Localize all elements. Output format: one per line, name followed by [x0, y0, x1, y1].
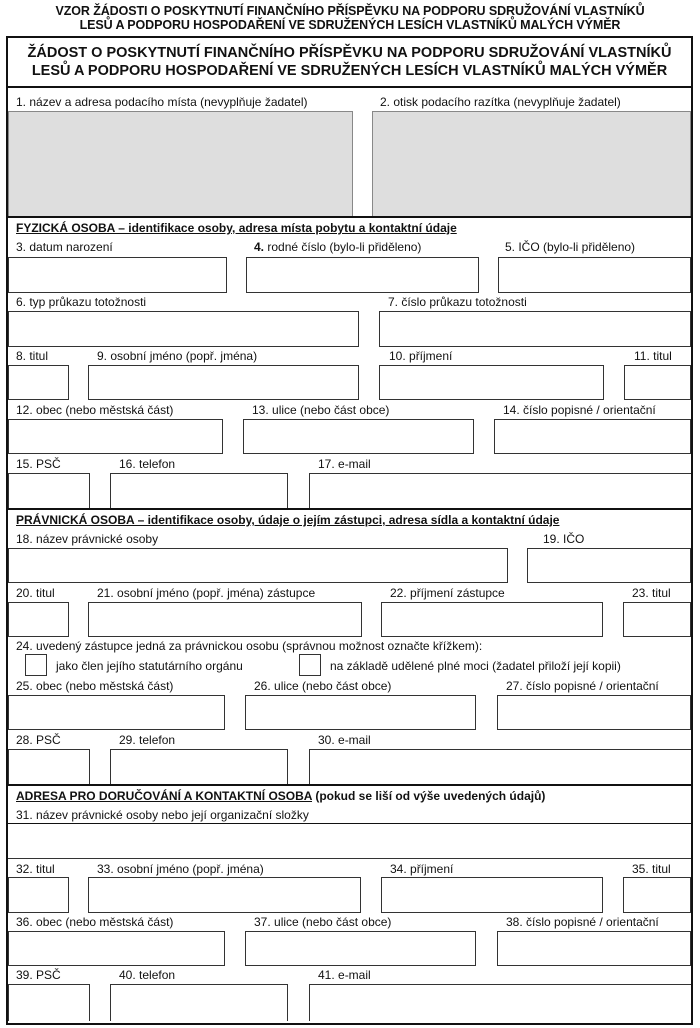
power-of-attorney-label: na základě udělené plné moci (žadatel přiloží její kopii) — [330, 659, 621, 673]
label-rep-surname: 22. příjmení zástupce — [390, 586, 505, 600]
title-before-field[interactable] — [8, 365, 69, 400]
document-header — [0, 4, 700, 32]
label-surname: 10. příjmení — [389, 349, 453, 363]
seat-street-field[interactable] — [245, 695, 476, 730]
company-ico-field[interactable] — [527, 548, 691, 583]
label-filing-office: 1. název a adresa podacího místa (nevyplňuje žadatel) — [16, 95, 308, 109]
seat-email-field[interactable] — [309, 749, 691, 785]
label-house-number: 14. číslo popisné / orientační — [503, 403, 656, 417]
email-field[interactable] — [309, 473, 691, 509]
rep-first-name-field[interactable] — [88, 602, 362, 637]
section-divider — [8, 784, 691, 786]
label-delivery-email: 41. e-mail — [318, 968, 371, 982]
label-rep-first-name: 21. osobní jméno (popř. jména) zástupce — [97, 586, 316, 600]
label-birth-date: 3. datum narození — [16, 240, 113, 254]
birth-date-field[interactable] — [8, 257, 227, 293]
form-title-line-1: ŽÁDOST O POSKYTNUTÍ FINANČNÍHO PŘÍSPĚVKU NA PODPORU SDRUŽOVÁNÍ VLASTNÍKŮ — [27, 45, 672, 61]
label-seat-email: 30. e-mail — [318, 733, 371, 747]
label-seat-phone: 29. telefon — [119, 733, 176, 747]
surname-field[interactable] — [379, 365, 604, 400]
label-municipality: 12. obec (nebo městská část) — [16, 403, 174, 417]
postal-code-field[interactable] — [8, 473, 90, 509]
org-name-field[interactable] — [8, 824, 691, 859]
label-contact-title-after: 35. titul — [632, 862, 671, 876]
label-first-name: 9. osobní jméno (popř. jména) — [97, 349, 258, 363]
label-seat-house-number: 27. číslo popisné / orientační — [506, 679, 659, 693]
delivery-heading: ADRESA PRO DORUČOVÁNÍ A KONTAKTNÍ OSOBA (pokud se liší od výše uvedených údajů) — [16, 789, 546, 803]
house-number-field[interactable] — [494, 419, 691, 454]
label-rep-title-after: 23. titul — [632, 586, 671, 600]
statutory-body-label: jako člen jejího statutárního orgánu — [56, 659, 243, 673]
label-delivery-phone: 40. telefon — [119, 968, 176, 982]
delivery-postal-code-field[interactable] — [8, 984, 90, 1021]
contact-surname-field[interactable] — [381, 877, 603, 913]
label-title-before: 8. titul — [16, 349, 49, 363]
label-title-after: 11. titul — [634, 349, 672, 363]
label-contact-surname: 34. příjmení — [390, 862, 454, 876]
seat-house-number-field[interactable] — [497, 695, 691, 730]
label-company-name: 18. název právnické osoby — [16, 532, 159, 546]
company-name-field[interactable] — [8, 548, 508, 583]
label-rep-title-before: 20. titul — [16, 586, 55, 600]
filing-office-field — [8, 111, 353, 217]
label-seat-municipality: 25. obec (nebo městská část) — [16, 679, 174, 693]
label-ico: 5. IČO (bylo-li přiděleno) — [505, 240, 636, 254]
contact-title-before-field[interactable] — [8, 877, 69, 913]
municipality-field[interactable] — [8, 419, 223, 454]
birth-number-field[interactable] — [246, 257, 479, 293]
rep-title-after-field[interactable] — [623, 602, 691, 637]
delivery-email-field[interactable] — [309, 984, 691, 1021]
header-line-1: VZOR ŽÁDOSTI O POSKYTNUTÍ FINANČNÍHO PŘÍSPĚVKU NA PODPORU SDRUŽOVÁNÍ VLASTNÍKŮ — [55, 4, 645, 18]
delivery-house-number-field[interactable] — [497, 931, 691, 966]
header-line-2: LESŮ A PODPORU HOSPODAŘENÍ VE SDRUŽENÝCH LESÍCH VLASTNÍKŮ MALÝCH VÝMĚR — [79, 18, 621, 32]
id-type-field[interactable] — [8, 311, 359, 347]
label-street: 13. ulice (nebo část obce) — [252, 403, 390, 417]
label-phone: 16. telefon — [119, 457, 176, 471]
first-name-field[interactable] — [88, 365, 359, 400]
delivery-street-field[interactable] — [245, 931, 476, 966]
ico-field[interactable] — [498, 257, 691, 293]
section-divider — [8, 216, 691, 218]
label-delivery-street: 37. ulice (nebo část obce) — [254, 915, 392, 929]
contact-title-after-field[interactable] — [623, 877, 691, 913]
legal-person-heading: PRÁVNICKÁ OSOBA – identifikace osoby, údaje o jejím zástupci, adresa sídla a kontaktní údaje — [16, 513, 560, 527]
label-delivery-municipality: 36. obec (nebo městská část) — [16, 915, 174, 929]
label-rep-authority: 24. uvedený zástupce jedná za právnickou osobu (správnou možnost označte křížkem): — [16, 639, 483, 653]
id-number-field[interactable] — [379, 311, 691, 347]
section-divider — [8, 508, 691, 510]
power-of-attorney-checkbox[interactable] — [299, 654, 321, 676]
label-org-name: 31. název právnické osoby nebo její organizační složky — [16, 808, 309, 822]
seat-phone-field[interactable] — [110, 749, 288, 785]
rep-title-before-field[interactable] — [8, 602, 69, 637]
label-birth-number: 4. rodné číslo (bylo-li přiděleno) — [254, 240, 422, 254]
label-id-number: 7. číslo průkazu totožnosti — [388, 295, 527, 309]
phone-field[interactable] — [110, 473, 288, 509]
label-seat-street: 26. ulice (nebo část obce) — [254, 679, 392, 693]
form-title-line-2: LESŮ A PODPORU HOSPODAŘENÍ VE SDRUŽENÝCH LESÍCH VLASTNÍKŮ MALÝCH VÝMĚR — [31, 63, 668, 79]
label-email: 17. e-mail — [318, 457, 371, 471]
label-contact-first-name: 33. osobní jméno (popř. jména) — [97, 862, 264, 876]
label-contact-title-before: 32. titul — [16, 862, 55, 876]
label-postal-code: 15. PSČ — [16, 457, 61, 471]
delivery-phone-field[interactable] — [110, 984, 288, 1021]
street-field[interactable] — [243, 419, 474, 454]
seat-postal-code-field[interactable] — [8, 749, 90, 785]
label-stamp: 2. otisk podacího razítka (nevyplňuje žadatel) — [380, 95, 621, 109]
stamp-field — [372, 111, 691, 217]
delivery-municipality-field[interactable] — [8, 931, 225, 966]
label-delivery-postal-code: 39. PSČ — [16, 968, 61, 982]
seat-municipality-field[interactable] — [8, 695, 225, 730]
contact-first-name-field[interactable] — [88, 877, 361, 913]
label-seat-postal-code: 28. PSČ — [16, 733, 61, 747]
form-title — [8, 38, 691, 88]
label-id-type: 6. typ průkazu totožnosti — [16, 295, 147, 309]
statutory-body-checkbox[interactable] — [25, 654, 47, 676]
title-after-field[interactable] — [624, 365, 691, 400]
label-company-ico: 19. IČO — [543, 532, 585, 546]
natural-person-heading: FYZICKÁ OSOBA – identifikace osoby, adresa místa pobytu a kontaktní údaje — [16, 221, 457, 235]
label-delivery-house-number: 38. číslo popisné / orientační — [506, 915, 659, 929]
rep-surname-field[interactable] — [381, 602, 603, 637]
